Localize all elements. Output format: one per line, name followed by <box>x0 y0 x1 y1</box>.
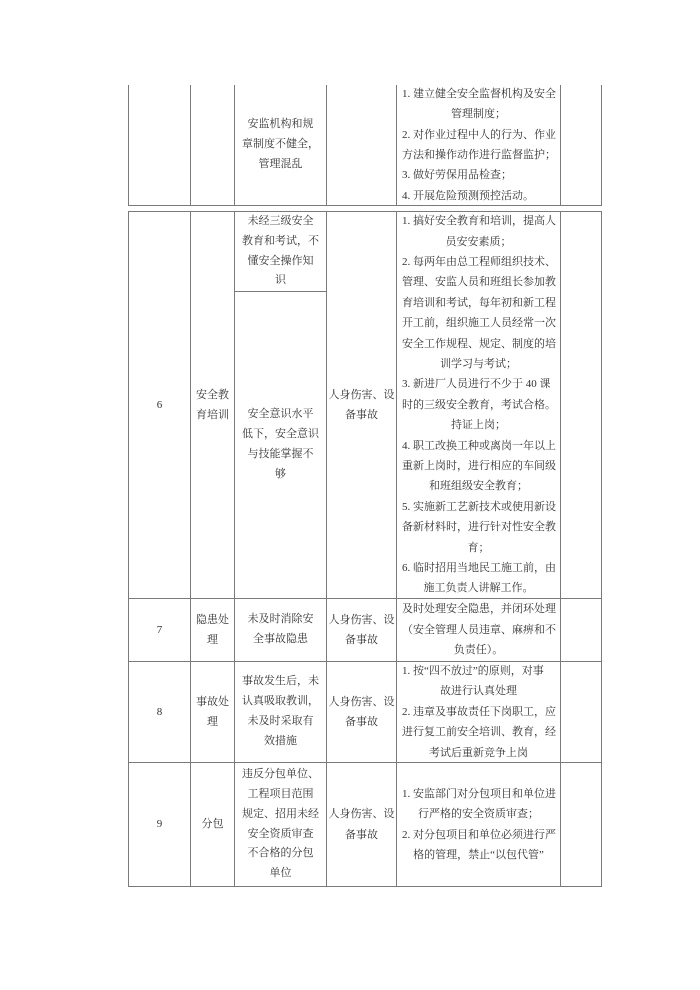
text-line: 安全教 <box>196 388 229 401</box>
text-line: 2. 对分包项目和单位必须进行严 <box>402 828 556 841</box>
text-line: 2. 对作业过程中人的行为、作业 <box>402 128 556 141</box>
table-row <box>129 762 601 886</box>
text-line: 开工前，组织施工人员经常一次 <box>402 317 556 330</box>
text-line: 工程项目范围 <box>247 787 314 800</box>
text-line: 育培训 <box>196 409 229 421</box>
text-line: 育； <box>467 541 490 554</box>
text-line: 重新上岗时，进行相应的车间级 <box>402 460 556 473</box>
cell-hazard-type <box>326 599 396 661</box>
text-line: 5. 实施新工艺新技术或使用新设 <box>402 500 556 513</box>
cell-hazard-type <box>326 212 396 598</box>
cell-description <box>234 662 326 762</box>
text-line: 全事故隐患 <box>253 633 308 645</box>
cell-measures <box>396 763 560 886</box>
text-line: 方法和操作动作进行监督监护； <box>402 149 556 161</box>
text-line: 4. 职工改换工种或离岗一年以上 <box>402 439 556 452</box>
table-row <box>129 661 601 762</box>
text-line: 事故发生后，未 <box>242 675 319 688</box>
text-line: 备事故 <box>345 716 378 728</box>
description-section <box>235 765 326 884</box>
text-line: 1. 安监部门对分包项目和单位进 <box>402 787 556 800</box>
text-line: 效措施 <box>264 734 297 747</box>
text-line: 未经三级安全 <box>247 214 314 227</box>
cell-hazard-type <box>326 662 396 762</box>
cell-number <box>129 212 190 598</box>
text-line: 育培训和考试，每年初和新工程 <box>402 296 556 309</box>
text-line: 2. 每两年由总工程师组织技术、 <box>402 255 556 268</box>
cell-description <box>234 763 326 886</box>
text-line: 故进行认真处理 <box>440 685 517 698</box>
description-section <box>235 610 326 650</box>
text-line: 不合格的分包 <box>247 847 314 860</box>
text-line: 格的管理，禁止“以包代管” <box>413 848 544 861</box>
table-row <box>129 85 601 205</box>
text-line: 章制度不健全， <box>242 138 319 151</box>
text-line: 1. 搞好安全教育和培训，提高人 <box>402 215 556 228</box>
cell-category <box>190 763 234 886</box>
cell-number <box>129 763 190 886</box>
text-line: 未及时消除安 <box>247 613 314 626</box>
cell-empty <box>560 212 601 598</box>
text-line: 2. 违章及事故责任下岗职工，应 <box>402 705 556 718</box>
description-section <box>235 292 326 598</box>
text-line: 负责任）。 <box>453 644 504 657</box>
text-line: 进行复工前安全培训、教育，经 <box>402 726 556 739</box>
cell-empty <box>560 662 601 762</box>
cell-empty <box>560 85 601 205</box>
cell-hazard-type <box>326 85 396 205</box>
text-line: 教育和考试，不 <box>242 234 319 247</box>
text-line: 9 <box>156 818 163 831</box>
text-line: 1. 按“四不放过”的原则，对事 <box>402 664 544 677</box>
text-line: 持证上岗； <box>451 419 506 432</box>
cell-category <box>190 599 234 661</box>
description-section <box>235 672 326 751</box>
text-line: 备新材料时，进行针对性安全教 <box>402 521 556 534</box>
table-row <box>129 598 601 661</box>
cell-measures <box>396 212 560 598</box>
text-line: 单位 <box>269 867 292 880</box>
text-line: 3. 新进厂人员进行不少于 40 课 <box>402 378 551 391</box>
text-line: 备事故 <box>345 409 378 421</box>
cell-description <box>234 85 326 205</box>
text-line: 安全意识水平 <box>247 408 314 421</box>
text-line: 备事故 <box>345 634 378 646</box>
table-row <box>129 212 601 598</box>
cell-description <box>234 599 326 661</box>
text-line: 理 <box>207 634 218 646</box>
text-line: 与技能掌握不 <box>247 448 314 460</box>
text-line: 违反分包单位、 <box>242 768 319 781</box>
text-line: 管理混乱 <box>258 157 303 170</box>
text-line: 施工负责人讲解工作。 <box>423 582 534 595</box>
cell-hazard-type <box>326 763 396 886</box>
text-line: 安全工作规程、规定、制度的培 <box>402 337 556 350</box>
text-line: 行严格的安全资质审查； <box>418 808 539 821</box>
cell-empty <box>560 763 601 886</box>
cell-measures <box>396 662 560 762</box>
text-line: 管理制度； <box>451 108 506 121</box>
text-line: 1. 建立健全安全监督机构及安全 <box>402 87 556 100</box>
text-line: 及时处理安全隐患，并闭环处理 <box>402 603 556 616</box>
text-line: 安全资质审查 <box>247 827 314 840</box>
description-section <box>235 115 326 174</box>
text-line: （安全管理人员违章、麻痹和不 <box>402 623 556 636</box>
text-line: 认真吸取教训， <box>242 695 319 708</box>
text-line: 人身伤害、设 <box>328 808 395 821</box>
text-line: 7 <box>156 623 163 636</box>
cell-measures <box>396 599 560 661</box>
cell-number <box>129 85 190 205</box>
text-line: 事故处 <box>196 695 229 708</box>
text-line: 安监机构和规 <box>247 118 314 131</box>
text-line: 3. 做好劳保用品检查； <box>402 169 512 182</box>
text-line: 和班组级安全教育； <box>429 480 528 493</box>
table-block-continued <box>128 85 602 206</box>
cell-category <box>190 662 234 762</box>
text-line: 管理、安监人员和班组长参加教 <box>402 276 556 289</box>
text-line: 人身伤害、设 <box>328 388 395 401</box>
text-line: 6 <box>156 398 163 411</box>
text-line: 备事故 <box>345 828 378 841</box>
cell-measures <box>396 85 560 205</box>
text-line: 人身伤害、设 <box>328 695 395 708</box>
text-line: 6. 临时招用当地民工施工前，由 <box>402 562 556 575</box>
cell-empty <box>560 599 601 661</box>
text-line: 理 <box>207 716 218 728</box>
text-line: 员安安素质； <box>445 235 512 248</box>
cell-number <box>129 599 190 661</box>
text-line: 低下，安全意识 <box>242 428 319 441</box>
text-line: 训学习与考试； <box>440 357 517 370</box>
cell-category <box>190 212 234 598</box>
text-line: 够 <box>275 467 286 480</box>
cell-description <box>234 212 326 598</box>
text-line: 识 <box>275 274 286 287</box>
cell-number <box>129 662 190 762</box>
text-line: 分包 <box>201 818 224 831</box>
text-line: 隐患处 <box>196 613 229 626</box>
text-line: 人身伤害、设 <box>328 613 395 626</box>
description-section <box>235 212 326 292</box>
text-line: 未及时采取有 <box>247 715 314 727</box>
text-line: 4. 开展危险预测预控活动。 <box>402 189 534 202</box>
text-line: 8 <box>156 705 163 718</box>
text-line: 考试后重新竞争上岗 <box>429 746 528 759</box>
text-line: 规定、招用未经 <box>242 807 319 820</box>
table-block-main <box>128 211 602 887</box>
text-line: 时的三级安全教育，考试合格。 <box>402 398 556 411</box>
text-line: 懂安全操作知 <box>247 254 314 267</box>
cell-category <box>190 85 234 205</box>
